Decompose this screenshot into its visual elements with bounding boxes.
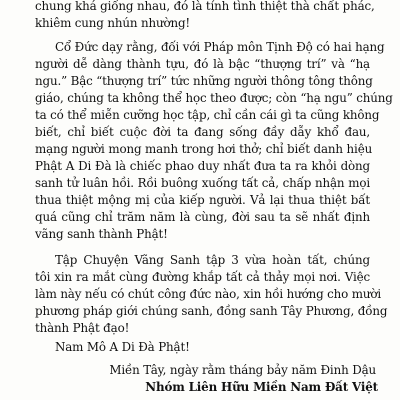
paragraph-3-line-3: làm này nếu có chút công đức nào, xin hồi hướng cho mười xyxy=(35,286,382,301)
paragraph-3-line-2: tôi xin ra mắt cùng đường khắp tất cả thảy mọi nơi. Việc xyxy=(35,269,370,284)
paragraph-3-line-5: thành Phật đạo! xyxy=(35,320,130,335)
paragraph-2-line-7: mạng người mong manh trong hơi thở; chỉ biết danh hiệu xyxy=(35,142,373,157)
paragraph-2-line-8: Phật A Di Đà là chiếc phao duy nhất đưa ta ra khỏi dòng xyxy=(35,159,370,174)
paragraph-2-line-10: thua thiệt mộng mị của kiếp người. Vả lại thua thiệt bất xyxy=(35,193,370,208)
paragraph-3-line-4: phương pháp giới chúng sanh, đồng sanh Tây Phương, đồng xyxy=(35,303,388,318)
paragraph-3-line-1: Tập Chuyện Vãng Sanh tập 3 vừa hoàn tất, chúng xyxy=(55,253,370,267)
closing-invocation: Nam Mô A Di Đà Phật! xyxy=(55,339,190,354)
paragraph-2-line-6: biết, chỉ biết cuộc đời ta đang sống đầy dẫy khổ đau, xyxy=(35,125,370,140)
paragraph-2-line-3: ngu.” Bậc “thượng trí” tức những người thông tông thông xyxy=(35,74,373,89)
paragraph-2-line-1: Cổ Đức dạy rằng, đối với Pháp môn Tịnh Độ có hai hạng xyxy=(55,40,385,55)
paragraph-2-line-4: giáo, chúng ta không thể học theo được; còn “hạ ngu” chúng xyxy=(35,91,393,106)
paragraph-2-line-12: vãng sanh thành Phật! xyxy=(35,227,168,242)
paragraph-1-line-1: chung khá giống nhau, đó là tính tình thiệt thà chất phác, xyxy=(35,0,375,13)
paragraph-2-line-2: người dễ dàng thành tựu, đó là bậc “thượng trí” và “hạ xyxy=(35,57,370,72)
paragraph-2-line-9: sanh tử luân hồi. Rồi buông xuống tất cả, chấp nhận mọi xyxy=(35,176,370,191)
signature-place-date: Miền Tây, ngày rằm tháng bảy năm Đinh Dậu xyxy=(109,363,376,377)
signature-group: Nhóm Liên Hữu Miền Nam Đất Việt xyxy=(145,380,378,394)
paragraph-1-line-2: khiêm cung nhún nhường! xyxy=(35,15,191,30)
paragraph-2-line-5: ta có thể miễn cưỡng học tập, chỉ cần cái gì ta cũng không xyxy=(35,108,380,123)
paragraph-2-line-11: quá cũng chỉ trăm năm là cùng, đời sau ta sẽ nhất định xyxy=(35,210,370,225)
